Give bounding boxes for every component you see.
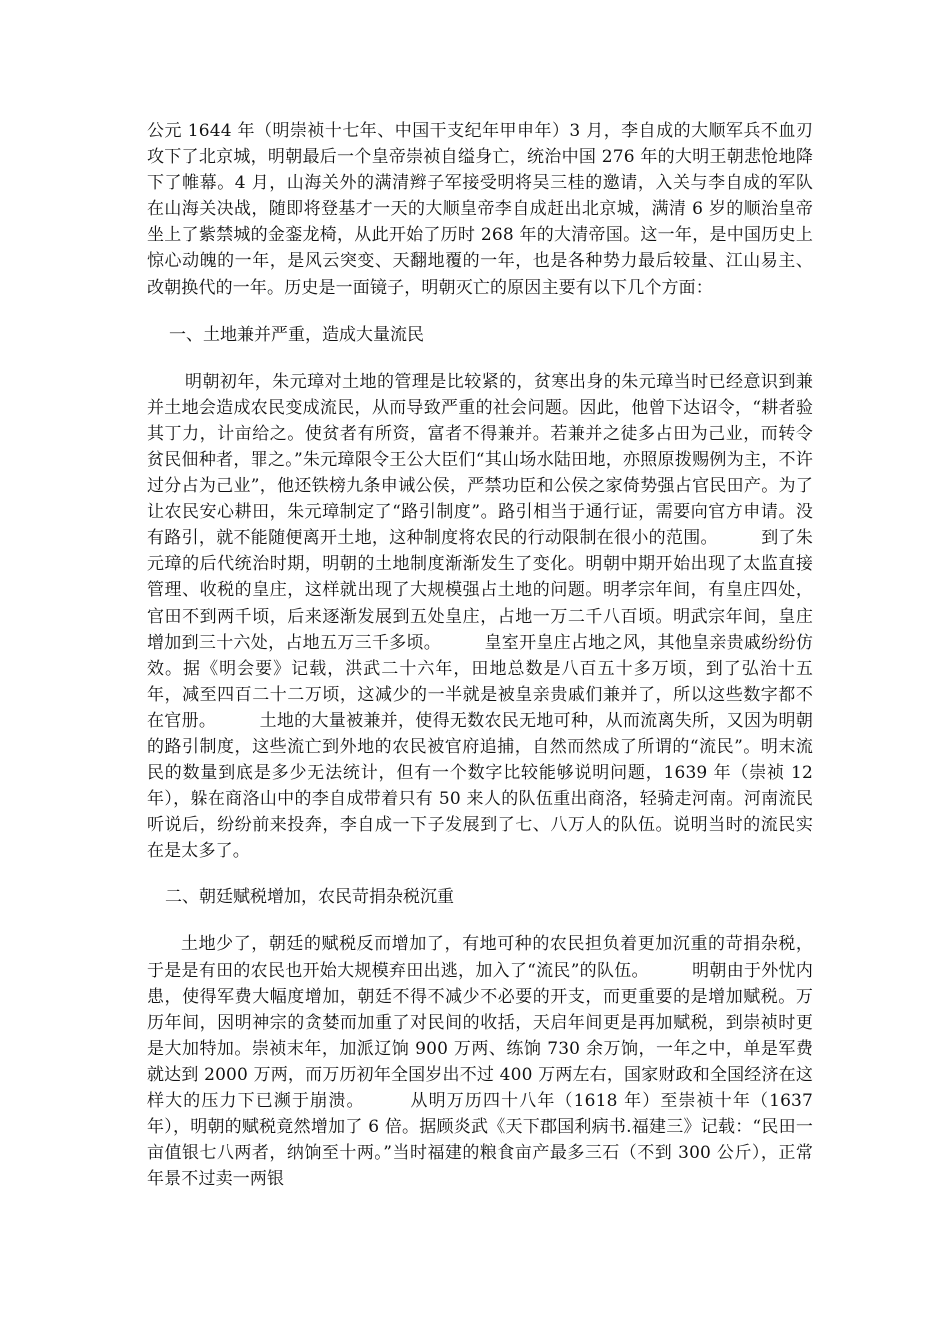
section-2-paragraph: 土地少了，朝廷的赋税反而增加了，有地可种的农民担负着更加沉重的苛捐杂税，于是是有田的农民也开始大规模弃田出逃，加入了“流民”的队伍。 明朝由于外忧内患，使得军费大幅度增加，朝廷不得不减少不必要的开支，而更重要的是增加赋税。万历年间，因明神宗的贪婪而加重了对民间的收括，天启年间更是再加赋税，到崇祯时更是大加特加。崇祯末年，加派辽饷 900 万两、练饷 730 余万饷，一年之中，单是军费就达到 2000 万两，而万历初年全国岁出不过 400 万两左右，国家财政和全国经济在这样大的压力下已濒于崩溃。 从明万历四十八年（1618 年）至崇祯十年（1637 年），明朝的赋税竟然增加了 6 倍。据顾炎武《天下郡国利病书.福建三》记载：“民田一亩值银七八两者，纳饷至十两。”当时福建的粮食亩产最多三石（不到 300 公斤），正常年景不过卖一两银 bbox=[147, 934, 813, 1190]
intro-paragraph: 公元 1644 年（明崇祯十七年、中国干支纪年甲申年）3 月，李自成的大顺军兵不血刃攻下了北京城，明朝最后一个皇帝崇祯自缢身亡，统治中国 276 年的大明王朝悲怆地降下了帷幕。4 月，山海关外的满清辫子军接受明将吴三桂的邀请，入关与李自成的军队在山海关决战，随即将登基才一天的大顺皇帝李自成赶出北京城，满清 6 岁的顺治皇帝坐上了紫禁城的金銮龙椅，从此开始了历时 268 年的大清帝国。这一年，是中国历史上惊心动魄的一年，是风云突变、天翻地覆的一年，也是各种势力最后较量、江山易主、改朝换代的一年。历史是一面镜子，明朝灭亡的原因主要有以下几个方面： bbox=[147, 121, 813, 298]
section-2-heading: 二、朝廷赋税增加，农民苛捐杂税沉重 bbox=[165, 887, 454, 908]
section-1-heading: 一、土地兼并严重，造成大量流民 bbox=[169, 324, 424, 345]
section-1-paragraph: 明朝初年，朱元璋对土地的管理是比较紧的，贫寒出身的朱元璋当时已经意识到兼并土地会造成农民变成流民，从而导致严重的社会问题。因此，他曾下达诏令，“耕者验其丁力，计亩给之。使贫者有所资，富者不得兼并。若兼并之徒多占田为己业，而转令贫民佃种者，罪之。”朱元璋限令王公大臣们“其山场水陆田地，亦照原拨赐例为主，不许过分占为己业”，他还铁榜九条申诫公侯，严禁功臣和公侯之家倚势强占官民田产。为了让农民安心耕田，朱元璋制定了“路引制度”。路引相当于通行证，需要向官方申请。没有路引，就不能随便离开土地，这种制度将农民的行动限制在很小的范围。 到了朱元璋的后代统治时期，明朝的土地制度渐渐发生了变化。明朝中期开始出现了太监直接管理、收税的皇庄，这样就出现了大规模强占土地的问题。明孝宗年间，有皇庄四处，官田不到两千顷，后来逐渐发展到五处皇庄，占地一万二千八百顷。明武宗年间，皇庄增加到三十六处，占地五万三千多顷。 皇室开皇庄占地之风，其他皇亲贵戚纷纷仿效。据《明会要》记载，洪武二十六年，田地总数是八百五十多万顷，到了弘治十五年，减至四百二十二万顷，这减少的一半就是被皇亲贵戚们兼并了，所以这些数字都不在官册。 土地的大量被兼并，使得无数农民无地可种，从而流离失所，又因为明朝的路引制度，这些流亡到外地的农民被官府追捕，自然而然成了所谓的“流民”。明末流民的数量到底是多少无法统计，但有一个数字比较能够说明问题，1639 年（崇祯 12 年），躲在商洛山中的李自成带着只有 50 来人的队伍重出商洛，轻骑走河南。河南流民听说后，纷纷前来投奔，李自成一下子发展到了七、八万人的队伍。说明当时的流民实在是太多了。 bbox=[147, 371, 813, 862]
document-page bbox=[147, 118, 813, 1344]
